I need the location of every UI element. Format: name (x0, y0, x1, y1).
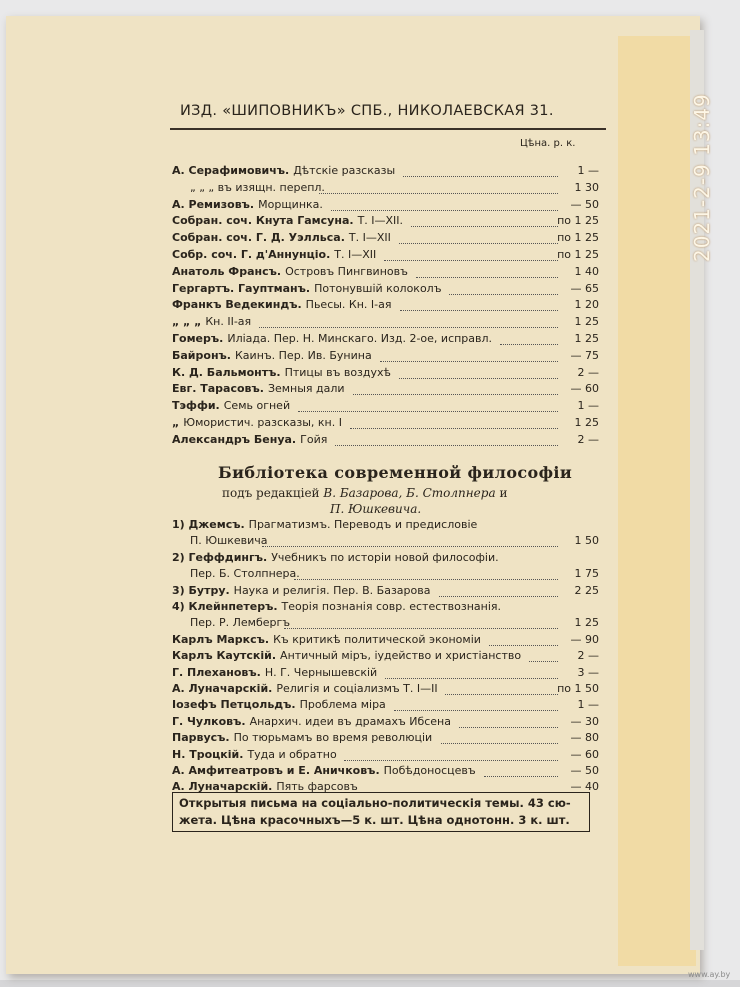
list-item (172, 332, 602, 348)
list-item (172, 231, 602, 247)
dot-leader (449, 293, 558, 295)
list-item (172, 551, 602, 567)
item-title: Туда и обратно (247, 747, 337, 761)
item-title: Къ критикѣ политической экономіи (273, 632, 481, 646)
list-item (172, 382, 602, 398)
item-price: 1 25 (574, 332, 599, 345)
item-author: Анатоль Франсъ. (172, 264, 282, 278)
list-item (172, 399, 602, 415)
item-title: Наука и религія. Пер. В. Базарова (233, 583, 431, 597)
list-item (172, 349, 602, 365)
dot-leader (399, 377, 558, 379)
item-title: „ „ „ въ изящн. перепл. (190, 180, 325, 194)
item-price: по 1 25 (557, 214, 599, 228)
item-title: Пьесы. Кн. I-ая (305, 298, 392, 312)
list-item (172, 731, 602, 747)
list-item (172, 715, 602, 731)
item-title: Анархич. идеи въ драмахъ Ибсена (249, 714, 451, 728)
item-author: „ (172, 416, 180, 429)
item-title: Птицы въ воздухѣ (284, 365, 391, 379)
list-item (172, 518, 602, 534)
item-author: Г. Чулковъ. (172, 714, 246, 728)
item-author: К. Д. Бальмонтъ. (172, 365, 281, 379)
dot-leader (344, 759, 558, 761)
item-title: Учебникъ по исторіи новой философіи. (271, 550, 499, 564)
dot-leader (259, 326, 558, 328)
item-price: 1 50 (574, 534, 599, 548)
item-title: Земныя дали (267, 382, 345, 396)
item-price: 2 25 (574, 583, 599, 597)
dot-leader (399, 242, 558, 244)
item-price: 1 — (577, 698, 599, 712)
item-price: 1 20 (574, 298, 599, 312)
item-author: А. Ремизовъ. (172, 197, 255, 211)
list-item (172, 433, 602, 449)
dot-leader (459, 726, 558, 728)
timestamp-stamp: 2021-2-9 13:49 (690, 93, 714, 262)
item-price: по 1 25 (557, 248, 599, 261)
item-author: 1) Джемсъ. (172, 518, 245, 531)
item-title: Юмористич. разсказы, кн. I (183, 416, 342, 429)
item-author: А. Луначарскій. (172, 682, 273, 695)
item-price: — 30 (570, 714, 599, 728)
dot-leader (350, 427, 558, 429)
item-title: Проблема міра (299, 698, 386, 712)
section-editors-line: подъ редакціей В. Базарова, Б. Столпнера и (222, 486, 508, 500)
item-title: Каинъ. Пер. Ив. Бунина (235, 348, 372, 362)
item-title: Кн. II-ая (205, 315, 252, 329)
item-author: Гергартъ. Гауптманъ. (172, 281, 311, 295)
item-title: Потонувшій колоколъ (314, 281, 442, 295)
item-price: — 80 (570, 731, 599, 745)
list-item (172, 584, 602, 600)
item-author: 4) Клейнпетеръ. (172, 600, 278, 613)
dot-leader (500, 343, 558, 345)
item-title: Морщинка. (258, 197, 323, 211)
dot-leader (294, 578, 558, 580)
list-item (172, 616, 602, 632)
dot-leader (400, 309, 558, 311)
item-author: „ „ „ (172, 315, 202, 329)
item-author: Байронъ. (172, 348, 231, 362)
item-author: Собр. соч. Г. д'Аннунціо. (172, 248, 331, 261)
editors-names: В. Базарова, Б. Столпнера (323, 486, 496, 500)
item-title: П. Юшкевича (190, 534, 268, 548)
dot-leader (445, 693, 558, 695)
item-title: Т. I—XII (348, 231, 391, 245)
item-author: А. Луначарскій. (172, 780, 273, 794)
item-author: Іозефъ Петцольдъ. (172, 698, 296, 712)
dot-leader (335, 444, 558, 446)
item-price: 3 — (577, 665, 599, 679)
item-price: — 60 (570, 747, 599, 761)
dot-leader (380, 360, 558, 362)
table-surface (0, 980, 740, 987)
list-item (172, 298, 602, 314)
list-item (172, 633, 602, 649)
item-author: 3) Бутру. (172, 583, 230, 597)
item-price: — 60 (570, 382, 599, 396)
item-price: 1 40 (574, 264, 599, 278)
list-item (172, 764, 602, 780)
price-column-header: Цѣна. р. к. (520, 138, 576, 149)
list-item (172, 214, 602, 230)
dot-leader (403, 175, 558, 177)
item-title: По тюрьмамъ во время революціи (233, 731, 433, 745)
item-title: Гойя (300, 432, 328, 446)
list-item (172, 315, 602, 331)
list-item (172, 567, 602, 583)
item-author: Парвусъ. (172, 731, 230, 745)
list-item (172, 534, 602, 550)
list-item (172, 649, 602, 665)
item-price: 2 — (577, 365, 599, 379)
dot-leader (441, 742, 558, 744)
item-price: — 50 (570, 197, 599, 211)
item-title: Прагматизмъ. Переводъ и предисловіе (248, 518, 478, 531)
list-item (172, 248, 602, 264)
dot-leader (529, 660, 558, 662)
item-title: Религія и соціализмъ Т. I—II (276, 682, 438, 695)
item-author: Собран. соч. Г. Д. Уэлльса. (172, 231, 345, 245)
item-price: — 50 (570, 764, 599, 777)
section-editor-second: П. Юшкевича. (330, 502, 422, 516)
item-author: Собран. соч. Кнута Гамсуна. (172, 214, 354, 228)
list-item (172, 600, 602, 616)
dot-leader (331, 209, 558, 211)
item-price: 1 75 (574, 567, 599, 581)
list-item (172, 181, 602, 197)
item-author: Н. Троцкій. (172, 747, 244, 761)
item-price: 1 — (577, 164, 599, 177)
item-title: Т. I—XII (334, 248, 377, 261)
cover-edge-strip (618, 36, 696, 966)
dot-leader (439, 595, 558, 597)
dot-leader (394, 709, 558, 711)
item-title: Дѣтскіе разсказы (293, 164, 396, 177)
list-item (172, 416, 602, 432)
dot-leader (411, 225, 558, 227)
section-title: Библіотека современной философіи (218, 463, 573, 482)
item-author: Франкъ Ведекиндъ. (172, 298, 302, 312)
item-price: — 40 (570, 780, 599, 794)
dot-leader (489, 644, 558, 646)
header-rule (170, 128, 606, 130)
item-price: 1 25 (574, 616, 599, 630)
list-item (172, 748, 602, 764)
item-title: Островъ Пингвиновъ (285, 264, 408, 278)
list-item (172, 282, 602, 298)
item-title: Н. Г. Чернышевскій (264, 665, 378, 679)
publisher-header: ИЗД. «ШИПОВНИКЪ» СПБ., НИКОЛАЕВСКАЯ 31. (180, 103, 554, 119)
item-title: Побѣдоносцевъ (383, 764, 476, 777)
item-author: Карлъ Марксъ. (172, 632, 270, 646)
item-price: по 1 50 (557, 682, 599, 695)
list-item (172, 164, 602, 180)
dot-leader (416, 276, 558, 278)
list-item (172, 366, 602, 382)
item-price: 2 — (577, 432, 599, 446)
item-title: Пер. Р. Лембергъ (190, 616, 291, 630)
dot-leader (298, 410, 558, 412)
dot-leader (385, 677, 558, 679)
item-price: — 65 (570, 281, 599, 295)
list-item (172, 698, 602, 714)
item-price: по 1 25 (557, 231, 599, 245)
dot-leader (384, 259, 558, 261)
item-author: Евг. Тарасовъ. (172, 382, 264, 396)
item-title: Семь огней (223, 399, 291, 413)
item-author: Александръ Бенуа. (172, 432, 297, 446)
watermark: www.ay.by (688, 970, 731, 979)
item-author: Гомеръ. (172, 332, 224, 345)
dot-leader (284, 627, 558, 629)
item-author: Г. Плехановъ. (172, 665, 261, 679)
postcards-notice: Открытыя письма на соціально-политическія темы. 43 сю- жета. Цѣна красочныхъ—5 к. шт. Цѣна однотонн. 3 к. шт. (172, 792, 590, 832)
dot-leader (319, 192, 558, 194)
item-title: Т. I—XII. (357, 214, 404, 228)
item-author: А. Серафимовичъ. (172, 164, 290, 177)
list-item (172, 265, 602, 281)
item-price: — 90 (570, 632, 599, 646)
item-price: 1 25 (574, 416, 599, 429)
item-author: Тэффи. (172, 399, 220, 413)
item-price: 1 25 (574, 315, 599, 329)
item-price: 2 — (577, 649, 599, 663)
list-item (172, 682, 602, 698)
item-author: А. Амфитеатровъ и Е. Аничковъ. (172, 764, 380, 777)
item-title: Античный міръ, іудейство и христіанство (280, 649, 522, 663)
dot-leader (484, 775, 558, 777)
item-price: — 75 (570, 348, 599, 362)
item-author: 2) Геффдингъ. (172, 550, 268, 564)
list-item (172, 666, 602, 682)
dot-leader (262, 545, 558, 547)
item-author: Карлъ Каутскій. (172, 649, 277, 663)
item-title: Пять фарсовъ (276, 780, 358, 794)
item-price: 1 — (577, 399, 599, 413)
item-title: Пер. Б. Столпнера. (190, 567, 300, 581)
dot-leader (353, 393, 558, 395)
list-item (172, 198, 602, 214)
item-title: Теорія познанія совр. естествознанія. (281, 600, 502, 613)
item-title: Иліада. Пер. Н. Минскаго. Изд. 2-ое, исправл. (227, 332, 493, 345)
item-price: 1 30 (574, 180, 599, 194)
